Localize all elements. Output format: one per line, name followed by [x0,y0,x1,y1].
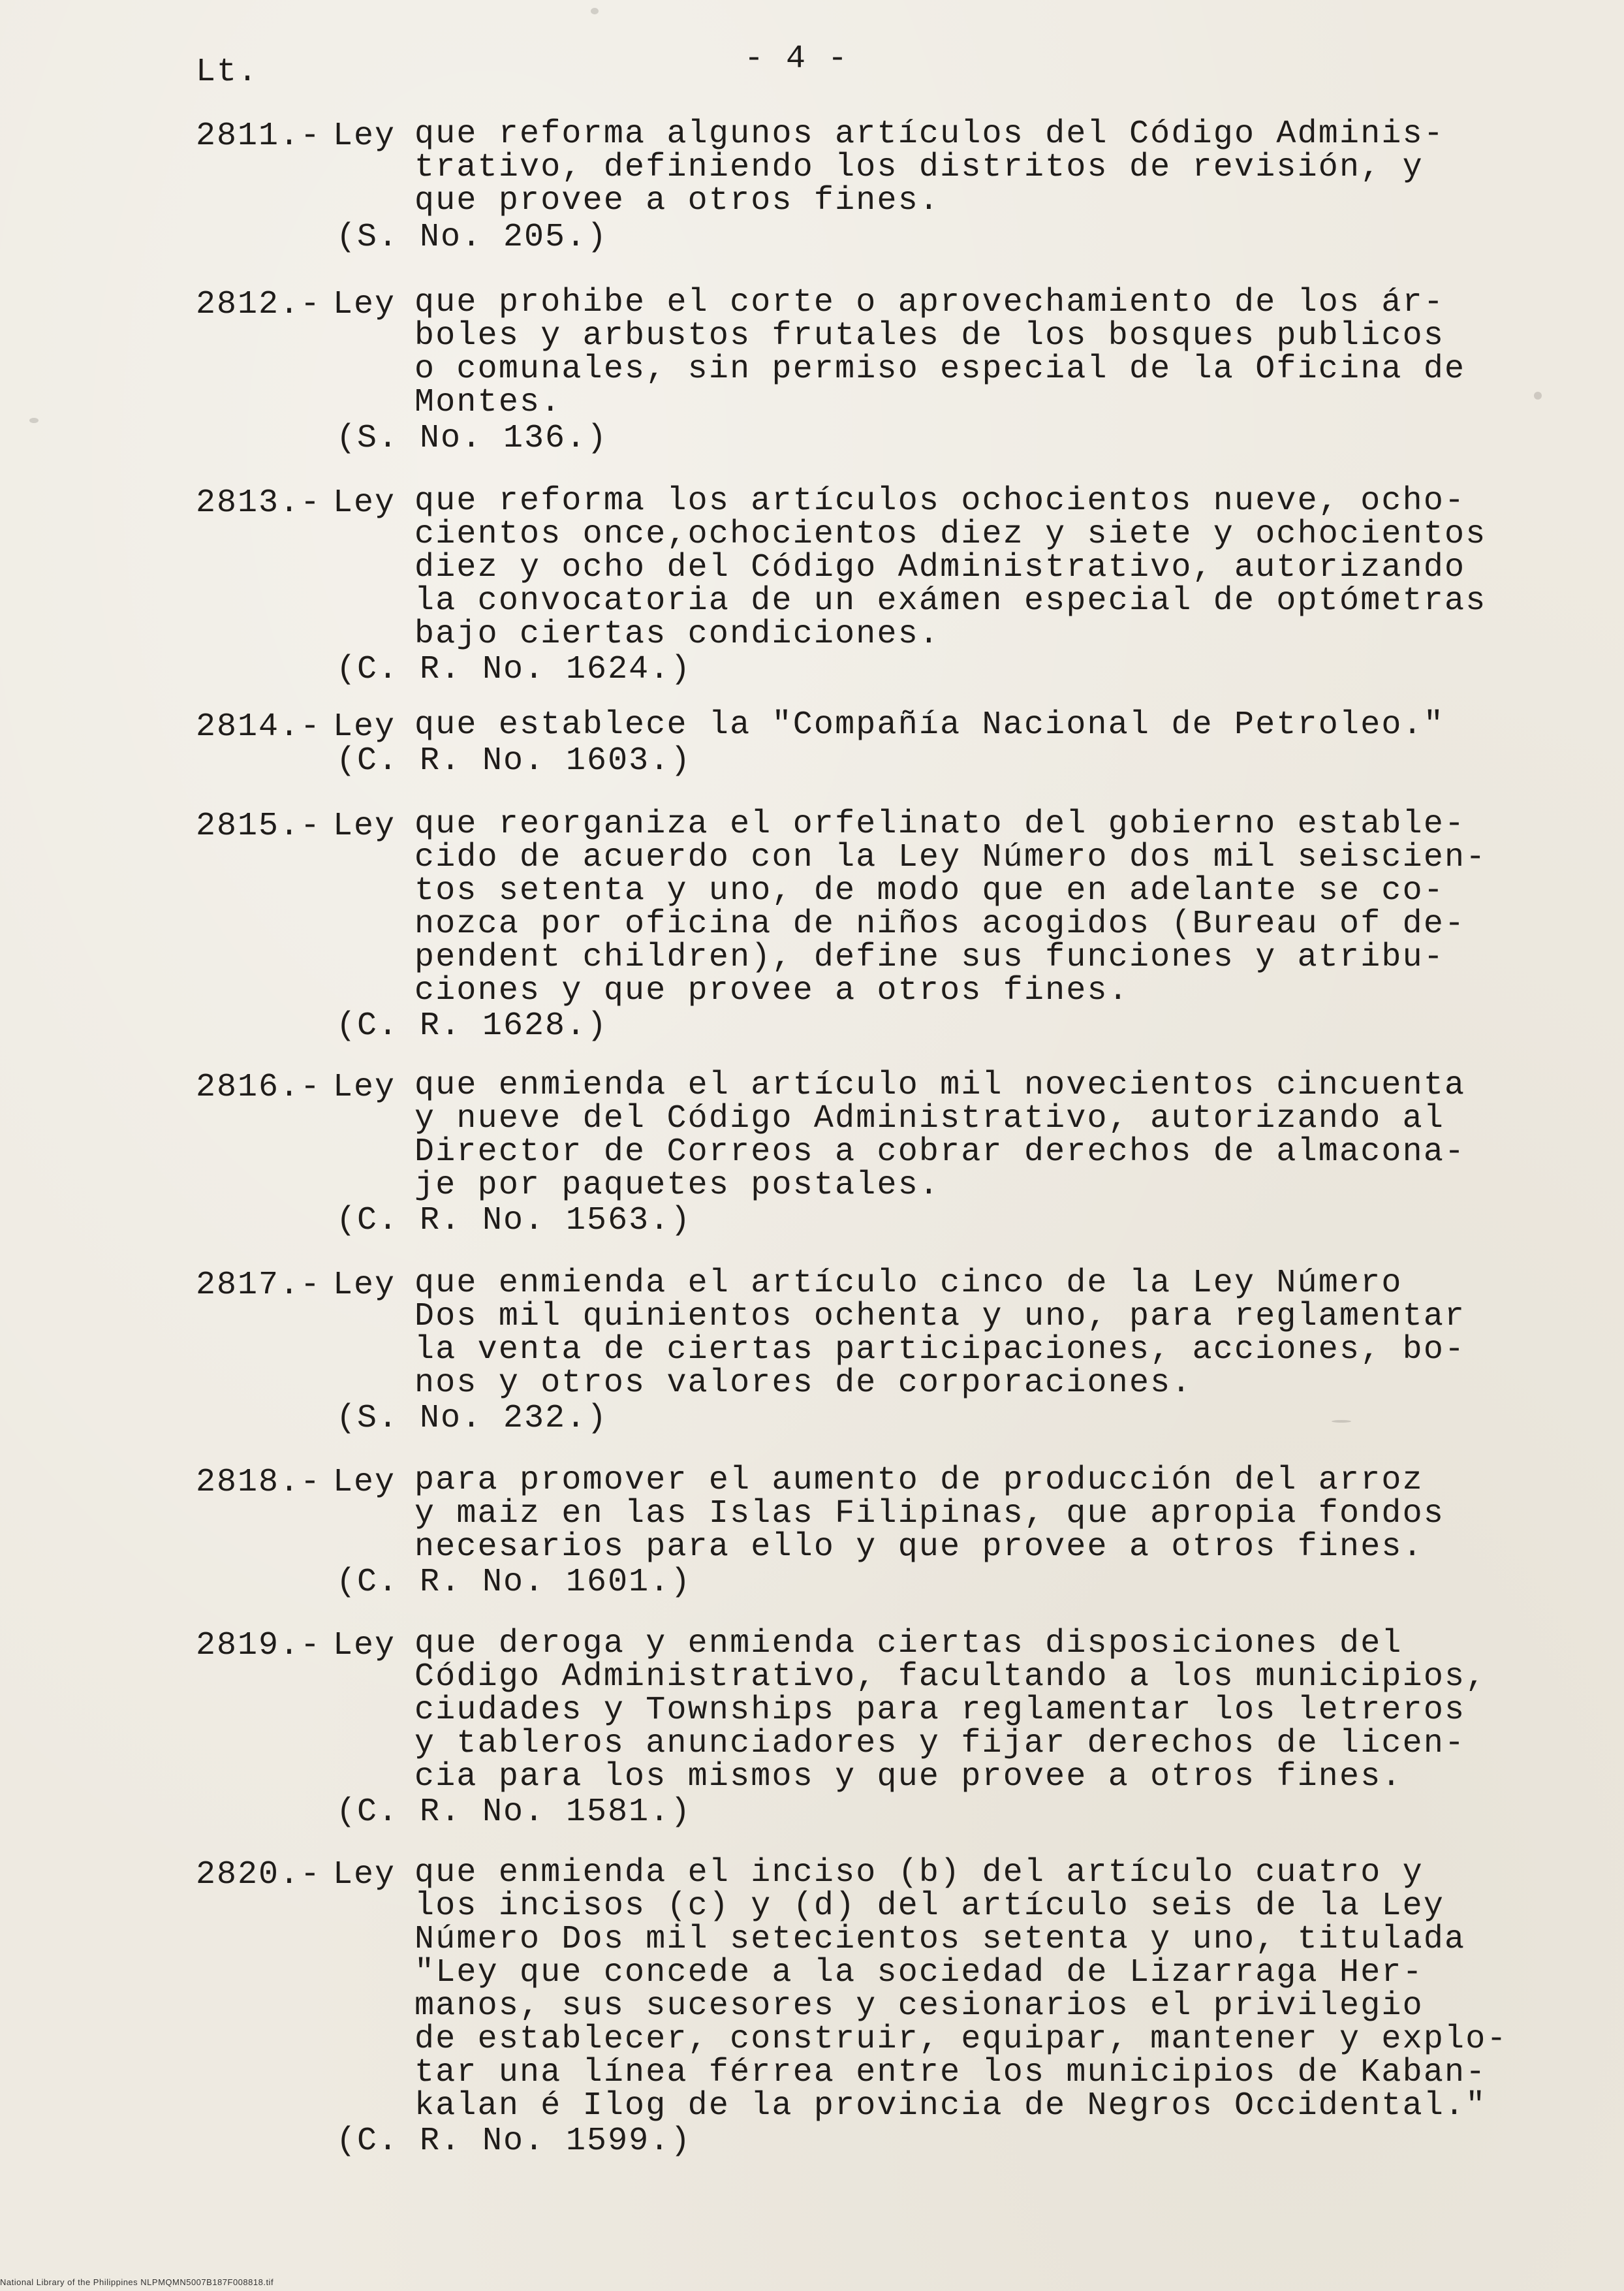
law-description [414,806,1487,1009]
law-line: trativo, definiendo los distritos de revisión, y [414,149,1424,186]
law-line: cientos once,ochocientos diez y siete y ochocientos [414,516,1487,553]
law-line: que prohibe el corte o aprovechamiento de los ár- [414,284,1445,321]
law-number: 2814.- [196,708,322,746]
law-line: ciudades y Townships para reglamentar los letreros [414,1692,1466,1729]
law-ley-label: Ley [333,1464,396,1501]
law-line: que establece la "Compañía Nacional de Petroleo." [414,706,1445,744]
paper-mark [1534,392,1542,400]
law-line: tar una línea férrea entre los municipios de Kaban- [414,2054,1487,2091]
law-line: bajo ciertas condiciones. [414,616,941,653]
law-number: 2812.- [196,286,322,323]
law-line: la venta de ciertas participaciones, acciones, bo- [414,1331,1466,1368]
header-initials: Lt. [196,54,259,91]
bill-reference: (C. R. No. 1581.) [336,1793,692,1831]
bill-reference: (S. No. 232.) [336,1400,608,1437]
law-line: Código Administrativo, facultando a los municipios, [414,1658,1487,1696]
law-ley-label: Ley [333,708,396,746]
law-description [414,1854,1508,2125]
law-line: que reorganiza el orfelinato del gobierno estable- [414,806,1466,843]
law-number: 2819.- [196,1627,322,1664]
law-line: de establecer, construir, equipar, mantener y explo- [414,2021,1508,2058]
law-line: los incisos (c) y (d) del artículo seis de la Ley [414,1888,1445,1925]
law-description [414,286,1472,419]
law-line: ciones y que provee a otros fines. [414,972,1129,1009]
law-line: diez y ocho del Código Administrativo, autorizando [414,549,1466,586]
law-line: que enmienda el artículo mil novecientos cincuenta [414,1067,1466,1104]
law-line: necesarios para ello y que provee a otros fines. [414,1528,1424,1566]
law-line: nos y otros valores de corporaciones. [414,1365,1193,1402]
law-description [414,482,1487,653]
law-line: pendent children), define sus funciones y atribu- [414,939,1445,976]
law-line: que deroga y enmienda ciertas disposiciones del [414,1625,1403,1662]
law-number: 2817.- [196,1267,322,1304]
law-line: manos, sus sucesores y cesionarios el privilegio [414,1987,1424,2025]
law-ley-label: Ley [333,1069,396,1106]
bill-reference: (C. R. No. 1603.) [336,742,692,780]
bill-reference: (C. R. 1628.) [336,1007,608,1045]
bill-reference: (S. No. 136.) [336,420,608,457]
law-line: nozca por oficina de niños acogidos (Bureau of de- [414,906,1466,943]
law-ley-label: Ley [333,1856,396,1893]
bill-reference: (C. R. No. 1563.) [336,1202,692,1239]
law-line: que provee a otros fines. [414,182,941,219]
scan-footer: National Library of the Philippines NLPMQMN5007B187F008818.tif [0,2277,274,2287]
law-line: la convocatoria de un exámen especial de optómetras [414,582,1487,620]
law-line: boles y arbustos frutales de los bosques publicos [414,317,1445,355]
law-line: Montes. [414,384,562,421]
law-line: y nueve del Código Administrativo, autorizando al [414,1100,1445,1137]
law-ley-label: Ley [333,1627,396,1664]
bill-reference: (C. R. No. 1599.) [336,2123,692,2160]
law-ley-label: Ley [333,808,396,845]
page-number: - 4 - [744,40,849,78]
law-line: que reforma los artículos ochocientos nueve, ocho- [414,482,1466,520]
law-description [414,1464,1472,1564]
law-description [414,1069,1472,1202]
law-number: 2818.- [196,1464,322,1501]
law-ley-label: Ley [333,1267,396,1304]
bill-reference: (C. R. No. 1624.) [336,651,692,688]
law-ley-label: Ley [333,484,396,522]
law-number: 2813.- [196,484,322,522]
law-line: y maiz en las Islas Filipinas, que apropia fondos [414,1495,1445,1532]
law-line: Dos mil quinientos ochenta y uno, para reglamentar [414,1298,1466,1335]
paper-mark [1332,1420,1351,1423]
law-number: 2816.- [196,1069,322,1106]
law-line: kalan é Ilog de la provincia de Negros Occidental." [414,2087,1487,2125]
law-ley-label: Ley [333,118,396,155]
paper-mark [591,8,599,14]
law-number: 2811.- [196,118,322,155]
law-line: Número Dos mil setecientos setenta y uno, titulada [414,1921,1466,1958]
law-line: "Ley que concede a la sociedad de Lizarraga Her- [414,1954,1424,1991]
law-ley-label: Ley [333,286,396,323]
law-description [414,1267,1472,1400]
bill-reference: (S. No. 205.) [336,219,608,256]
law-line: cia para los mismos y que provee a otros fines. [414,1758,1403,1795]
law-line: o comunales, sin permiso especial de la Oficina de [414,351,1466,388]
law-line: tos setenta y uno, de modo que en adelante se co- [414,872,1445,909]
law-description [414,1625,1487,1795]
law-number: 2820.- [196,1856,322,1893]
paper-mark [29,418,39,423]
law-line: que enmienda el inciso (b) del artículo cuatro y [414,1854,1424,1891]
law-line: Director de Correos a cobrar derechos de almacona- [414,1133,1466,1171]
law-line: je por paquetes postales. [414,1167,941,1204]
law-line: cido de acuerdo con la Ley Número dos mil seiscien- [414,839,1487,876]
law-line: que reforma algunos artículos del Código Adminis- [414,116,1445,153]
law-line: que enmienda el artículo cinco de la Ley Número [414,1265,1403,1302]
law-description [414,708,1472,742]
law-line: para promover el aumento de producción del arroz [414,1462,1424,1499]
bill-reference: (C. R. No. 1601.) [336,1564,692,1601]
law-line: y tableros anunciadores y fijar derechos de licen- [414,1725,1466,1762]
law-description [414,118,1472,217]
law-number: 2815.- [196,808,322,845]
